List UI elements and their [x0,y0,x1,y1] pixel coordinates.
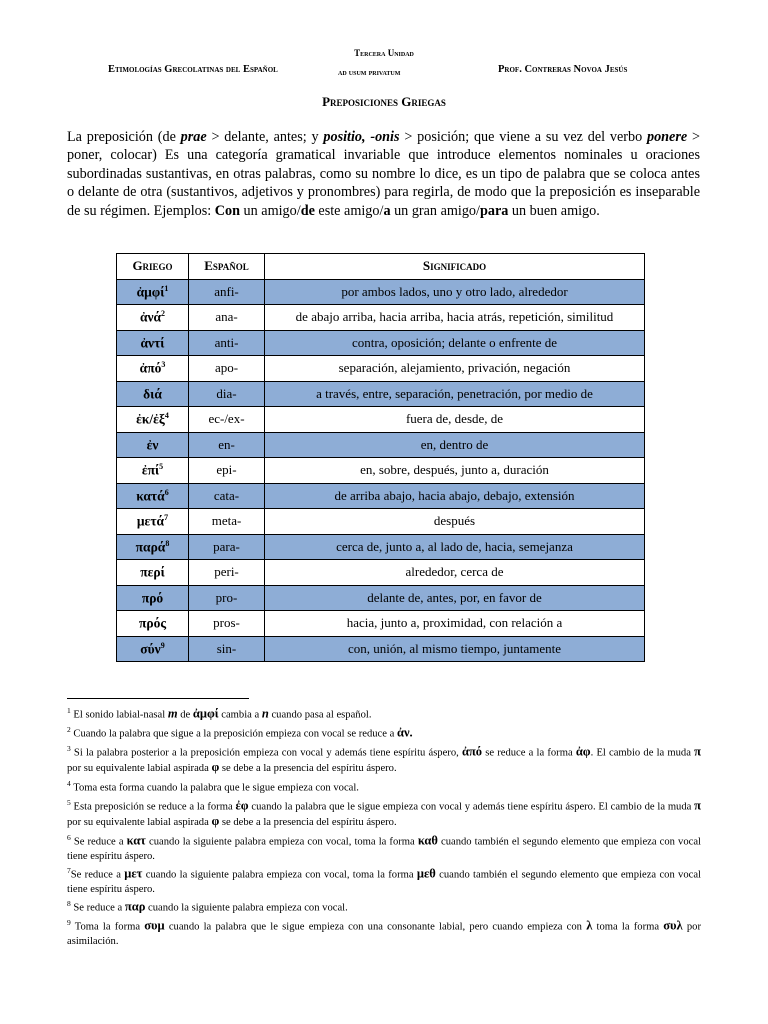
greek-word: παρά [135,539,166,554]
page-title: Preposiciones Griegas [322,94,446,109]
intro-text: > posición; que viene a su vez del verbo [399,129,647,145]
greek-word: πρός [138,615,167,631]
greek-cell [117,560,189,586]
footnote-text: cuando la palabra que le sigue empieza con vocal y además tiene espíritu áspero. El cambio de la muda [248,801,695,813]
meaning-cell: en, sobre, después, junto a, duración [265,458,645,484]
header-meaning: Significado [265,254,645,280]
footnote-greek: φ [211,814,220,829]
table-row [117,432,645,458]
greek-cell [117,585,189,611]
footnote-text: se reduce a la forma [482,747,576,759]
footnote-text: cambia a [218,709,262,721]
table-row [117,305,645,331]
spanish-cell: pro- [189,585,265,611]
footnote-text: Si la palabra posterior a la preposición empieza con vocal y además tiene espíritu áspero, [70,747,462,759]
greek-cell [117,458,189,484]
footnote-text: El sonido labial-nasal [70,709,168,721]
spanish-cell: dia- [189,381,265,407]
footnote-2 [67,723,701,742]
footnote-6 [67,831,701,864]
meaning-cell: separación, alejamiento, privación, negación [265,356,645,382]
spanish-cell: epi- [189,458,265,484]
footnote-greek: καθ [417,833,438,848]
example-para: para [479,202,509,219]
intro-text: La preposición (de [67,129,181,145]
footnote-greek: ἀπό [461,744,483,759]
header-spanish: Español [189,254,265,280]
footnote-greek: μετ [124,866,143,881]
table-row [117,381,645,407]
footnote-ref: 9 [160,640,165,650]
footnote-text: Se reduce a [70,902,125,914]
footnote-text: cuando la siguiente palabra empieza con vocal. [145,902,348,914]
intro-text: > poner, colocar) Es una categoría gramatical invariable que introduce elementos nominales u oraciones subordinadas sustantivas, en otras palabras, como su nombre lo dice, es un tipo de palabra que se coloca antes o delante de otra (sustantivos, adjetivos y pronombres) para regirla, de modo que la preposición es inseparable de su régimen. Ejemplos: [67,129,700,219]
greek-word: περί [140,564,165,580]
table-row [117,636,645,662]
meaning-cell: cerca de, junto a, al lado de, hacia, semejanza [265,534,645,560]
table-row [117,407,645,433]
meaning-cell: contra, oposición; delante o enfrente de [265,330,645,356]
intro-text: un buen amigo. [508,202,600,219]
greek-word: ἀντί [140,335,165,350]
example-con: Con [214,202,240,219]
example-de: de [300,202,315,219]
footnotes [67,704,701,949]
table-row [117,279,645,305]
header-greek: Griego [117,254,189,280]
footnote-greek: ἀφ [575,744,591,759]
footnote-greek: φ [211,760,220,775]
meaning-cell: delante de, antes, por, en favor de [265,585,645,611]
footnote-text: se debe a la presencia del espíritu áspero. [219,763,397,775]
greek-cell [117,483,189,509]
greek-word: ἀμφί [136,284,165,299]
footnote-greek: μεθ [416,866,436,881]
spanish-cell: ana- [189,305,265,331]
footnote-text: Se reduce a [70,869,125,881]
footnote-greek: ἀν. [396,725,413,740]
greek-word: ἐκ/ἐξ [136,411,165,427]
footnote-number: 7 [67,865,71,875]
footnote-text: Esta preposición se reduce a la forma [70,801,236,813]
footnote-text: toma la forma [592,921,664,933]
greek-word: κατά [136,488,165,503]
footnote-text: cuando pasa al español. [268,709,372,721]
intro-text: un amigo/ [240,202,301,219]
footnote-5 [67,796,701,831]
greek-cell [117,432,189,458]
footnote-ref: 7 [164,513,169,522]
spanish-cell: cata- [189,483,265,509]
greek-word: ἀνά [139,309,162,325]
greek-cell [117,611,189,637]
greek-cell [117,509,189,535]
intro-text: un gran amigo/ [390,202,480,219]
term-positio: positio, -onis [323,129,400,145]
footnote-number: 2 [67,724,71,734]
footnote-divider [67,698,249,699]
footnote-text: Toma la forma [70,921,145,933]
meaning-cell: alrededor, cerca de [265,560,645,586]
footnote-text: por asimilación. [67,921,701,947]
footnote-8 [67,897,701,916]
meaning-cell: en, dentro de [265,432,645,458]
table-row [117,458,645,484]
footnote-term: m [167,706,178,721]
spanish-cell: pros- [189,611,265,637]
table-header-row [117,254,645,280]
footnote-number: 5 [67,797,71,807]
footnote-1 [67,704,701,723]
greek-cell [117,407,189,433]
footnote-number: 6 [67,832,71,842]
table-row [117,330,645,356]
greek-cell [117,381,189,407]
footnote-text: Cuando la palabra que sigue a la preposición empieza con vocal se reduce a [70,728,397,740]
spanish-cell: ec-/ex- [189,407,265,433]
footnote-7 [67,864,701,897]
footnote-greek: ἀμφί [192,706,219,721]
spanish-cell: para- [189,534,265,560]
footnote-number: 3 [67,743,71,753]
example-a: a [383,202,391,219]
footnote-text: Se reduce a [70,836,127,848]
footnote-ref: 2 [161,309,166,318]
footnote-greek: συμ [144,918,165,933]
footnote-greek: κατ [126,833,146,848]
table-row [117,534,645,560]
footnote-text: . El cambio de la muda [590,747,695,759]
footnote-number: 4 [67,778,71,788]
professor-name: Prof. Contreras Novoa Jesús [498,64,628,75]
spanish-cell: anti- [189,330,265,356]
table-row [117,356,645,382]
footnote-ref: 4 [164,411,169,420]
spanish-cell: peri- [189,560,265,586]
greek-cell [117,534,189,560]
table-row [117,611,645,637]
footnote-ref: 8 [165,538,170,548]
footnote-greek: ἐφ [235,798,249,813]
footnote-text: se debe a la presencia del espíritu áspero. [219,817,397,829]
meaning-cell: de arriba abajo, hacia abajo, debajo, extensión [265,483,645,509]
footnote-9 [67,916,701,949]
table-row [117,483,645,509]
meaning-cell: con, unión, al mismo tiempo, juntamente [265,636,645,662]
greek-word: μετά [136,513,165,529]
greek-word: σύν [140,641,161,656]
meaning-cell: por ambos lados, uno y otro lado, alrededor [265,279,645,305]
spanish-cell: sin- [189,636,265,662]
prepositions-table [116,253,645,662]
greek-word: ἐπί [141,462,160,478]
footnote-text: cuando la siguiente palabra empieza con vocal, toma la forma [142,869,417,881]
greek-cell [117,636,189,662]
usage-note: ad usum privatum [338,67,401,77]
greek-word: διά [143,386,162,401]
footnote-text: por su equivalente labial aspirada [67,817,212,829]
footnote-greek: λ [586,918,593,933]
footnote-ref: 3 [161,360,166,369]
spanish-cell: en- [189,432,265,458]
footnote-greek: συλ [663,918,683,933]
footnote-number: 1 [67,706,71,715]
footnote-term: n [261,706,269,721]
spanish-cell: meta- [189,509,265,535]
meaning-cell: de abajo arriba, hacia arriba, hacia atrás, repetición, similitud [265,305,645,331]
footnote-text: Toma esta forma cuando la palabra que le sigue empieza con vocal. [70,782,359,794]
footnote-text: por su equivalente labial aspirada [67,763,212,775]
footnote-text: cuando también el segundo elemento que empieza con vocal tiene espíritu áspero. [67,869,701,895]
table-row [117,585,645,611]
spanish-cell: apo- [189,356,265,382]
footnote-ref: 6 [164,487,169,497]
unit-heading: Tercera Unidad [354,48,414,58]
footnote-greek: π [694,798,702,813]
footnote-number: 9 [67,917,71,927]
footnote-text: cuando la siguiente palabra empieza con vocal, toma la forma [145,836,418,848]
footnote-greek: π [694,744,701,759]
course-name: Etimologías Grecolatinas del Español [108,64,278,75]
greek-cell [117,279,189,305]
footnote-text: cuando la palabra que le sigue empieza con una consonante labial, pero cuando empieza con [164,921,587,933]
greek-word: πρό [141,590,164,605]
greek-cell [117,305,189,331]
greek-cell [117,330,189,356]
footnote-3 [67,742,701,777]
meaning-cell: hacia, junto a, proximidad, con relación a [265,611,645,637]
greek-word: ἐν [146,437,159,452]
footnote-text: cuando también el segundo elemento que empieza con vocal tiene espíritu áspero. [67,836,701,862]
footnote-ref: 5 [159,462,164,471]
intro-text: este amigo/ [314,202,384,219]
footnote-number: 8 [67,898,71,908]
meaning-cell: fuera de, desde, de [265,407,645,433]
intro-paragraph [67,128,700,220]
meaning-cell: a través, entre, separación, penetración, por medio de [265,381,645,407]
term-prae: prae [180,129,207,145]
table-row [117,509,645,535]
footnote-text: de [177,709,193,721]
intro-text: > delante, antes; y [206,129,324,145]
table-row [117,560,645,586]
footnote-4 [67,777,701,796]
spanish-cell: anfi- [189,279,265,305]
meaning-cell: después [265,509,645,535]
footnote-ref: 1 [164,283,169,293]
greek-word: ἀπό [139,360,162,376]
term-ponere: ponere [646,129,688,145]
footnote-greek: παρ [124,899,146,914]
greek-cell [117,356,189,382]
